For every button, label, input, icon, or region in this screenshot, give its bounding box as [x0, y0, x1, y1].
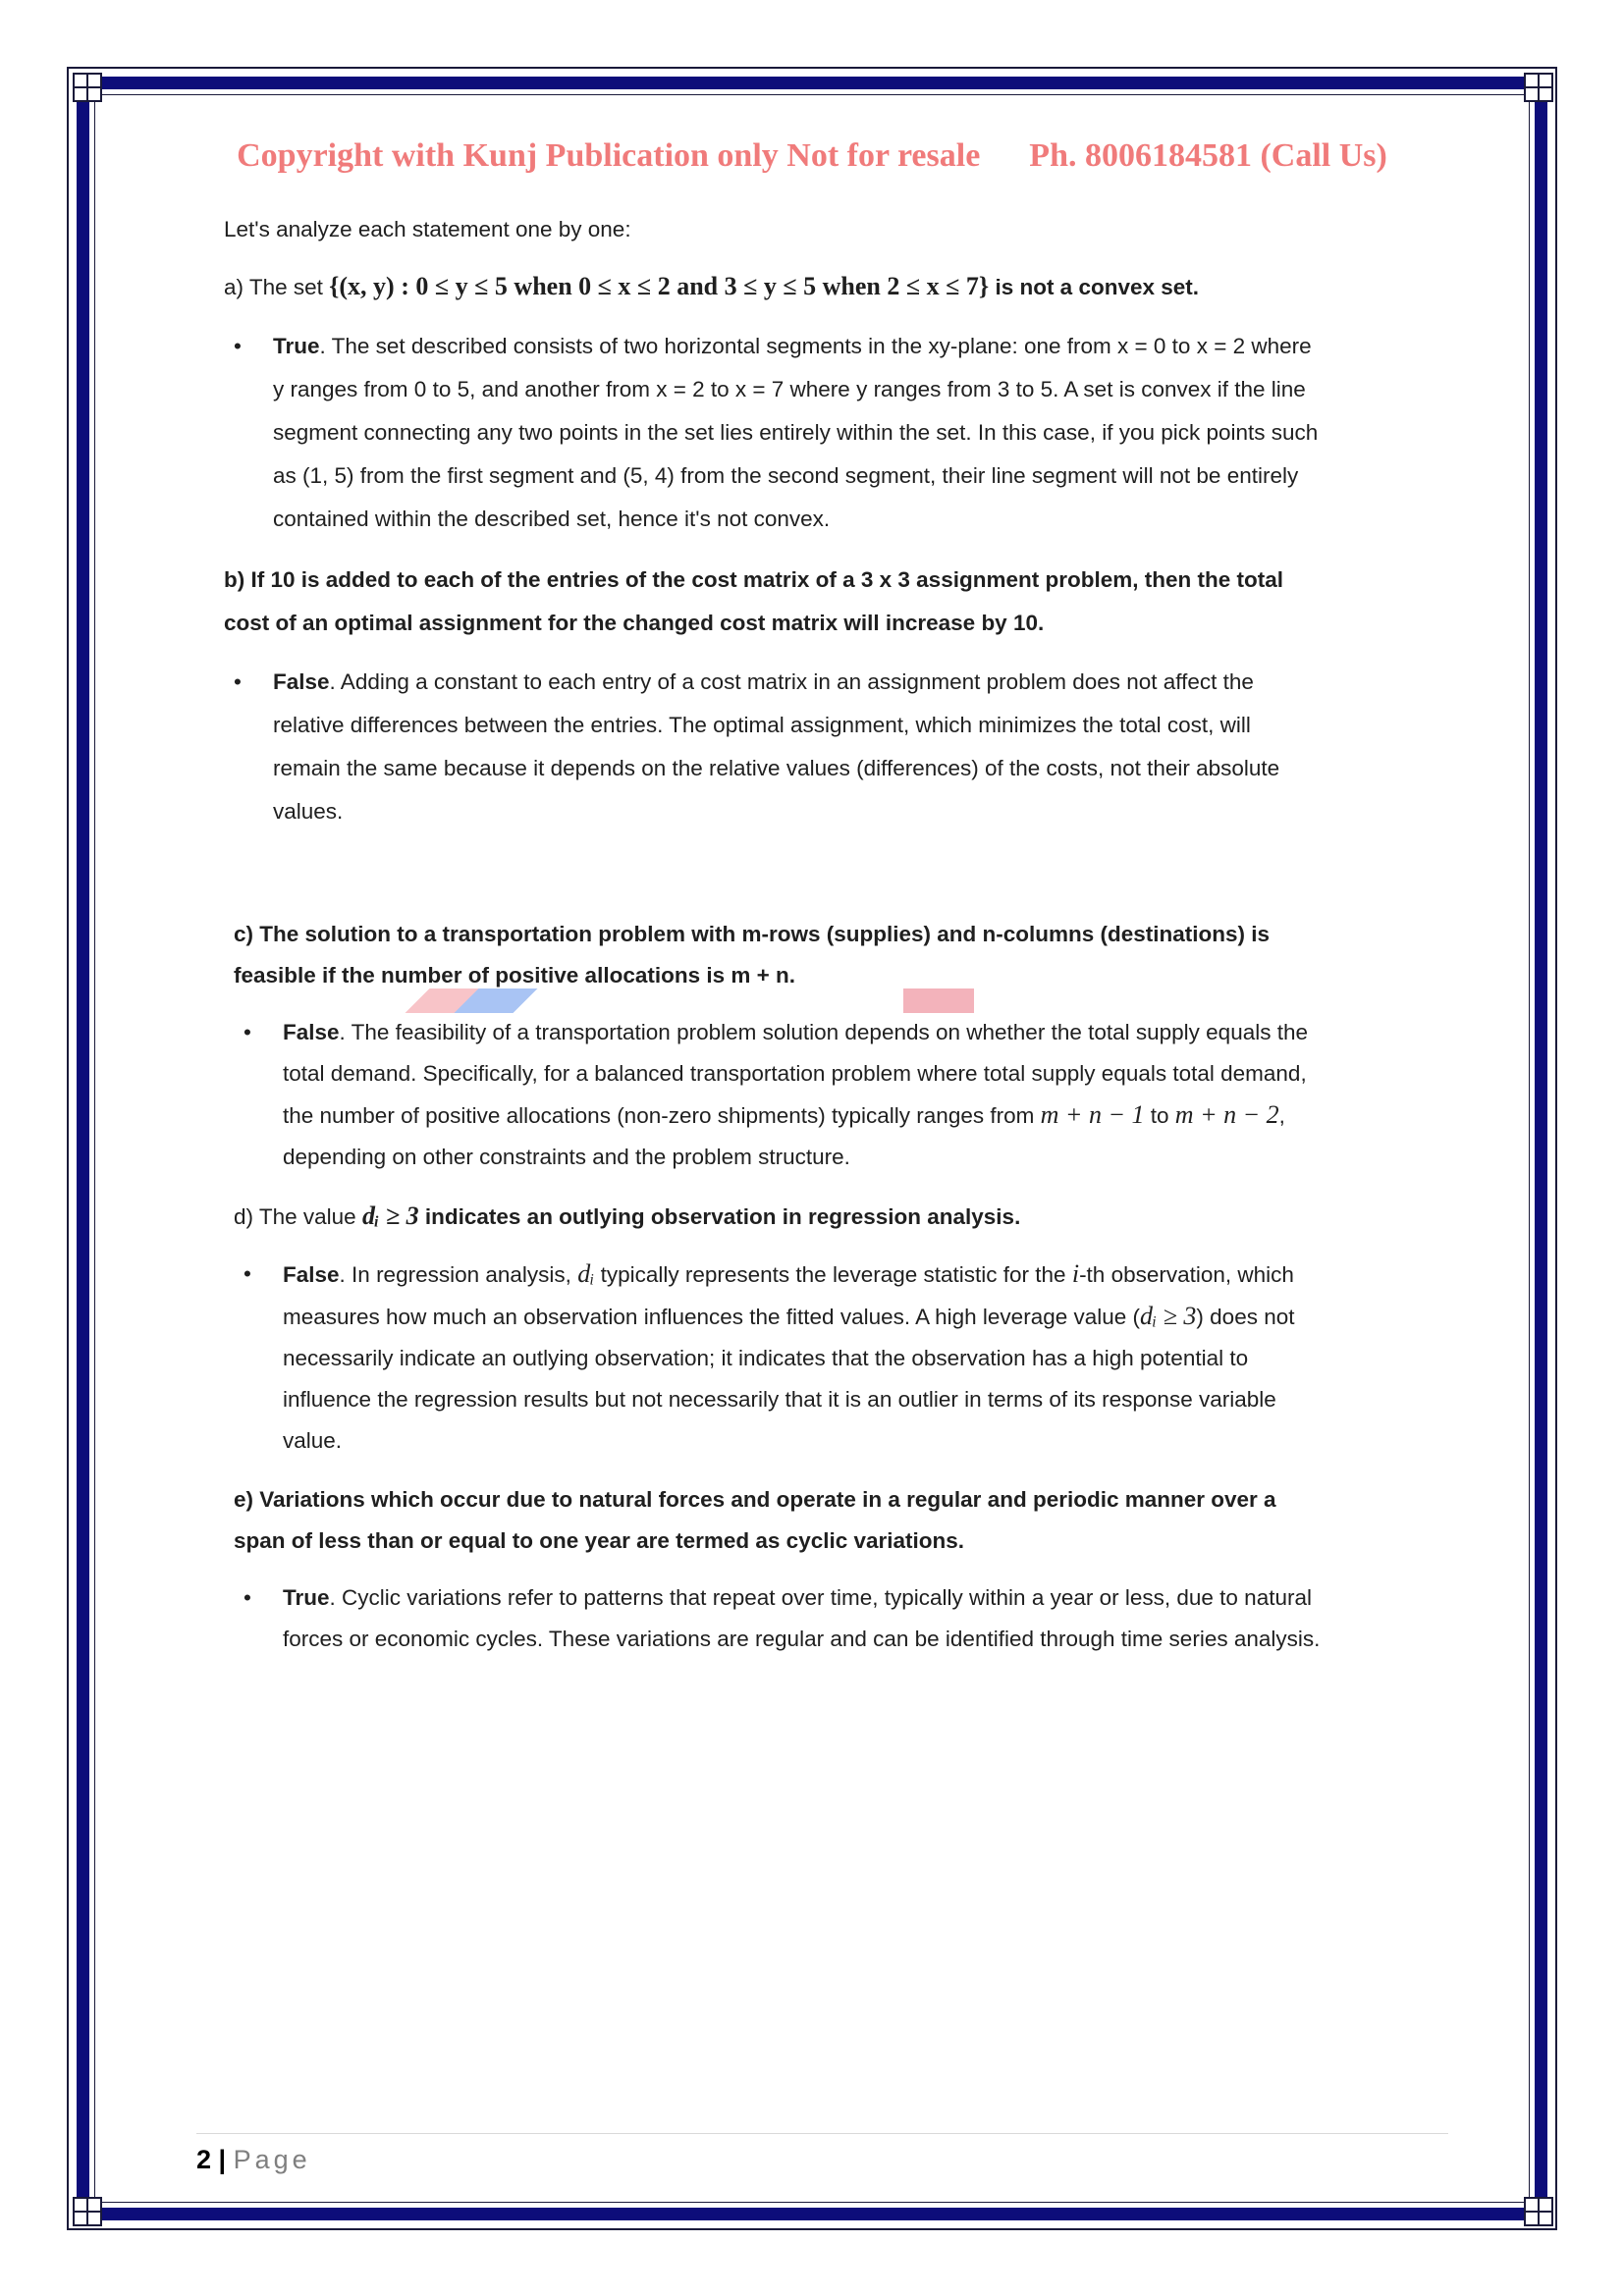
bullet-icon: • — [244, 1585, 251, 1610]
answer-d-body-3: -th observation, which measures how much an observation influences the fitted values. A high leverage value ( — [283, 1262, 1294, 1329]
footer-separator: | — [211, 2145, 234, 2174]
answer-b — [224, 661, 1324, 833]
page-number: 2 — [196, 2145, 212, 2174]
answer-c-verdict: False — [283, 1020, 340, 1044]
answer-b-body: . Adding a constant to each entry of a cost matrix in an assignment problem does not affect the relative differences between the entries. The optimal assignment, which minimizes the total cost, will remain the same because it depends on the relative values (differences) of the costs, not their absolute values. — [273, 669, 1280, 824]
answer-d-math-1: dᵢ — [577, 1259, 595, 1288]
statement-c: c) The solution to a transportation problem with m-rows (supplies) and n-columns (destinations) is feasible if the number of positive allocations is m + n. — [234, 922, 1271, 988]
copyright-notice: Copyright with Kunj Publication only Not for resale — [237, 137, 981, 174]
bullet-icon: • — [244, 1020, 251, 1044]
answer-e-verdict: True — [283, 1585, 330, 1610]
statement-a-suffix: is not a convex set. — [995, 275, 1200, 299]
answer-b-verdict: False — [273, 669, 330, 694]
watermark-logo — [403, 988, 992, 1013]
answer-a-body: . The set described consists of two horizontal segments in the xy-plane: one from x = 0 to x = 2 where y ranges from 0 to 5, and another from x = 2 to x = 7 where y ranges from 3 to 5. A set is convex if the line segment connecting any two points in the set lies entirely within the set. In this case, if you pick points such as (1, 5) from the first segment and (5, 4) from the second segment, their line segment will not be entirely contained within the described set, hence it's not convex. — [273, 334, 1319, 531]
answer-c-to: to — [1150, 1103, 1169, 1128]
answer-d-math-2: i — [1071, 1259, 1080, 1288]
answer-c — [234, 1012, 1324, 1178]
bullet-icon: • — [234, 334, 242, 358]
corner-ornament-bottom-left — [73, 2197, 102, 2226]
answer-c-math-2: m + n − 2 — [1174, 1100, 1279, 1129]
answer-d — [234, 1254, 1324, 1462]
answer-a-verdict: True — [273, 334, 320, 358]
statement-d-suffix: indicates an outlying observation in regression analysis. — [424, 1204, 1021, 1229]
answer-d-body-1: . In regression analysis, — [339, 1262, 571, 1287]
footer-divider — [196, 2133, 1448, 2134]
bullet-icon: • — [244, 1261, 251, 1286]
answer-c-body-2: , depending on other constraints and the problem structure. — [283, 1103, 1285, 1169]
phone-number: Ph. 8006184581 (Call Us) — [1029, 137, 1387, 174]
answer-d-math-3: dᵢ ≥ 3 — [1140, 1302, 1197, 1330]
statement-e: e) Variations which occur due to natural forces and operate in a regular and periodic manner over a span of less than or equal to one year are termed as cyclic variations. — [234, 1487, 1276, 1553]
answer-c-math-1: m + n − 1 — [1040, 1100, 1145, 1129]
page-footer — [196, 2140, 311, 2179]
corner-ornament-bottom-right — [1524, 2197, 1553, 2226]
answer-d-body-2: typically represents the leverage statistic for the — [600, 1262, 1066, 1287]
corner-ornament-top-right — [1524, 73, 1553, 102]
watermark-block-red — [903, 988, 974, 1013]
page-label: Page — [233, 2145, 311, 2174]
statement-a-math: {(x, y) : 0 ≤ y ≤ 5 when 0 ≤ x ≤ 2 and 3 ≤ y ≤ 5 when 2 ≤ x ≤ 7} — [329, 272, 990, 300]
statement-d-prefix: d) The value — [234, 1204, 356, 1229]
answer-e-body: . Cyclic variations refer to patterns that repeat over time, typically within a year or less, due to natural forces or economic cycles. These variations are regular and can be identified through time series analysis. — [283, 1585, 1321, 1651]
answer-a — [224, 325, 1324, 541]
statement-b: b) If 10 is added to each of the entries of the cost matrix of a 3 x 3 assignment problem, then the total cost of an optimal assignment for the changed cost matrix will increase by 10. — [224, 567, 1283, 635]
statement-d — [234, 1196, 1324, 1238]
bullet-icon: • — [234, 669, 242, 694]
statement-a — [224, 265, 1324, 309]
statement-a-prefix: a) The set — [224, 275, 323, 299]
answer-c-body-1: . The feasibility of a transportation problem solution depends on whether the total supply equals the total demand. Specifically, for a balanced transportation problem where total supply equals total demand, the number of positive allocations (non-zero shipments) typically ranges from — [283, 1020, 1308, 1128]
answer-d-verdict: False — [283, 1262, 340, 1287]
answer-d-body-4: ) does not necessarily indicate an outlying observation; it indicates that the observation has a high potential to influence the regression results but not necessarily that it is an outlier in terms of its response variable value. — [283, 1305, 1295, 1453]
statement-d-math: dᵢ ≥ 3 — [361, 1201, 419, 1230]
corner-ornament-top-left — [73, 73, 102, 102]
page-header — [0, 137, 1624, 175]
section-c-e — [234, 914, 1324, 1660]
intro-text: Let's analyze each statement one by one: — [224, 217, 631, 241]
answer-e — [234, 1577, 1324, 1660]
page-content — [224, 208, 1324, 1678]
